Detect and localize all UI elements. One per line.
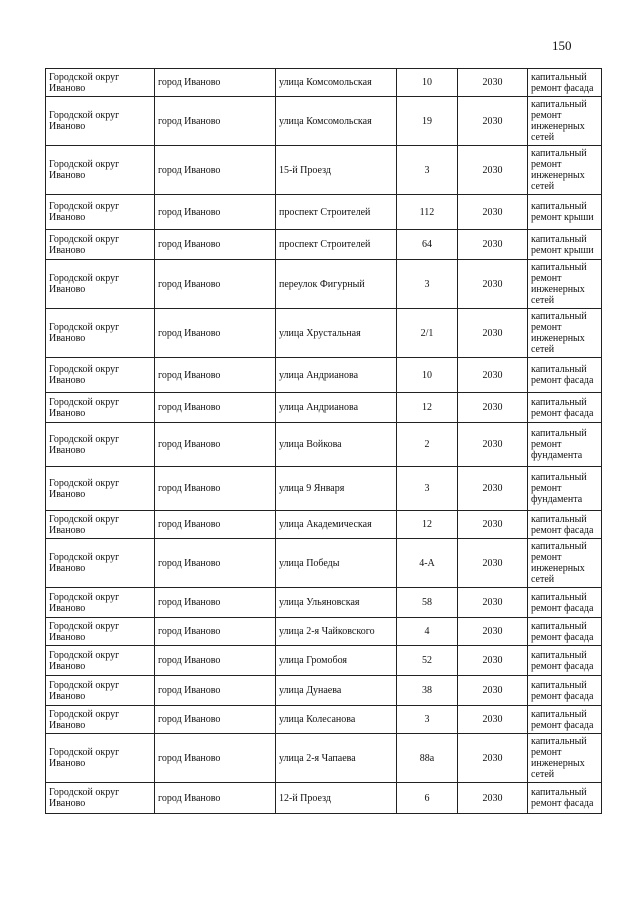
work-type-cell: капитальный ремонт крыши [528, 195, 602, 230]
table-row [46, 783, 602, 814]
city-cell: город Иваново [155, 393, 276, 423]
repair-registry-table [45, 68, 602, 814]
city-cell: город Иваново [155, 646, 276, 676]
table-row [46, 423, 602, 467]
district-cell: Городской округ Иваново [46, 69, 155, 97]
year-cell: 2030 [458, 783, 528, 814]
work-type-cell: капитальный ремонт фасада [528, 511, 602, 539]
table-row [46, 69, 602, 97]
street-cell: переулок Фигурный [276, 260, 397, 309]
year-cell: 2030 [458, 230, 528, 260]
street-cell: улица Андрианова [276, 393, 397, 423]
house-number-cell: 52 [397, 646, 458, 676]
table-row [46, 97, 602, 146]
street-cell: улица Громобоя [276, 646, 397, 676]
city-cell: город Иваново [155, 676, 276, 706]
street-cell: улица 2-я Чайковского [276, 618, 397, 646]
table-row [46, 260, 602, 309]
year-cell: 2030 [458, 734, 528, 783]
district-cell: Городской округ Иваново [46, 260, 155, 309]
district-cell: Городской округ Иваново [46, 511, 155, 539]
street-cell: 12-й Проезд [276, 783, 397, 814]
house-number-cell: 10 [397, 358, 458, 393]
house-number-cell: 3 [397, 260, 458, 309]
street-cell: улица Войкова [276, 423, 397, 467]
city-cell: город Иваново [155, 783, 276, 814]
table-row [46, 676, 602, 706]
table-row [46, 618, 602, 646]
work-type-cell: капитальный ремонт фасада [528, 706, 602, 734]
year-cell: 2030 [458, 358, 528, 393]
city-cell: город Иваново [155, 260, 276, 309]
district-cell: Городской округ Иваново [46, 146, 155, 195]
table-row [46, 195, 602, 230]
year-cell: 2030 [458, 309, 528, 358]
work-type-cell: капитальный ремонт фундамента [528, 467, 602, 511]
work-type-cell: капитальный ремонт инженерных сетей [528, 146, 602, 195]
street-cell: улица Академическая [276, 511, 397, 539]
year-cell: 2030 [458, 423, 528, 467]
year-cell: 2030 [458, 393, 528, 423]
house-number-cell: 64 [397, 230, 458, 260]
table-row [46, 146, 602, 195]
house-number-cell: 10 [397, 69, 458, 97]
district-cell: Городской округ Иваново [46, 588, 155, 618]
work-type-cell: капитальный ремонт инженерных сетей [528, 539, 602, 588]
city-cell: город Иваново [155, 309, 276, 358]
table-row [46, 734, 602, 783]
city-cell: город Иваново [155, 230, 276, 260]
city-cell: город Иваново [155, 146, 276, 195]
year-cell: 2030 [458, 646, 528, 676]
street-cell: улица Дунаева [276, 676, 397, 706]
year-cell: 2030 [458, 146, 528, 195]
work-type-cell: капитальный ремонт фасада [528, 358, 602, 393]
district-cell: Городской округ Иваново [46, 358, 155, 393]
district-cell: Городской округ Иваново [46, 467, 155, 511]
table-row [46, 588, 602, 618]
street-cell: улица Хрустальная [276, 309, 397, 358]
street-cell: улица Андрианова [276, 358, 397, 393]
table-row [46, 358, 602, 393]
house-number-cell: 4 [397, 618, 458, 646]
city-cell: город Иваново [155, 467, 276, 511]
district-cell: Городской округ Иваново [46, 783, 155, 814]
year-cell: 2030 [458, 195, 528, 230]
house-number-cell: 2 [397, 423, 458, 467]
table-row [46, 539, 602, 588]
table-row [46, 467, 602, 511]
street-cell: улица Ульяновская [276, 588, 397, 618]
table-row [46, 230, 602, 260]
street-cell: улица 9 Января [276, 467, 397, 511]
year-cell: 2030 [458, 97, 528, 146]
house-number-cell: 4-А [397, 539, 458, 588]
city-cell: город Иваново [155, 511, 276, 539]
year-cell: 2030 [458, 618, 528, 646]
city-cell: город Иваново [155, 358, 276, 393]
district-cell: Городской округ Иваново [46, 734, 155, 783]
work-type-cell: капитальный ремонт фасада [528, 676, 602, 706]
district-cell: Городской округ Иваново [46, 97, 155, 146]
work-type-cell: капитальный ремонт фасада [528, 618, 602, 646]
work-type-cell: капитальный ремонт фундамента [528, 423, 602, 467]
district-cell: Городской округ Иваново [46, 539, 155, 588]
city-cell: город Иваново [155, 706, 276, 734]
work-type-cell: капитальный ремонт инженерных сетей [528, 734, 602, 783]
work-type-cell: капитальный ремонт фасада [528, 69, 602, 97]
work-type-cell: капитальный ремонт инженерных сетей [528, 97, 602, 146]
district-cell: Городской округ Иваново [46, 195, 155, 230]
city-cell: город Иваново [155, 195, 276, 230]
house-number-cell: 3 [397, 467, 458, 511]
house-number-cell: 2/1 [397, 309, 458, 358]
work-type-cell: капитальный ремонт фасада [528, 646, 602, 676]
work-type-cell: капитальный ремонт фасада [528, 393, 602, 423]
street-cell: улица Победы [276, 539, 397, 588]
district-cell: Городской округ Иваново [46, 676, 155, 706]
work-type-cell: капитальный ремонт крыши [528, 230, 602, 260]
table-row [46, 309, 602, 358]
year-cell: 2030 [458, 260, 528, 309]
year-cell: 2030 [458, 588, 528, 618]
year-cell: 2030 [458, 539, 528, 588]
table-row [46, 511, 602, 539]
house-number-cell: 12 [397, 393, 458, 423]
year-cell: 2030 [458, 511, 528, 539]
city-cell: город Иваново [155, 588, 276, 618]
house-number-cell: 3 [397, 706, 458, 734]
city-cell: город Иваново [155, 423, 276, 467]
street-cell: улица 2-я Чапаева [276, 734, 397, 783]
district-cell: Городской округ Иваново [46, 423, 155, 467]
house-number-cell: 6 [397, 783, 458, 814]
house-number-cell: 3 [397, 146, 458, 195]
work-type-cell: капитальный ремонт инженерных сетей [528, 260, 602, 309]
house-number-cell: 38 [397, 676, 458, 706]
street-cell: 15-й Проезд [276, 146, 397, 195]
street-cell: улица Комсомольская [276, 69, 397, 97]
year-cell: 2030 [458, 706, 528, 734]
district-cell: Городской округ Иваново [46, 618, 155, 646]
street-cell: проспект Строителей [276, 230, 397, 260]
house-number-cell: 58 [397, 588, 458, 618]
work-type-cell: капитальный ремонт инженерных сетей [528, 309, 602, 358]
city-cell: город Иваново [155, 734, 276, 783]
house-number-cell: 19 [397, 97, 458, 146]
house-number-cell: 88а [397, 734, 458, 783]
table-row [46, 646, 602, 676]
work-type-cell: капитальный ремонт фасада [528, 783, 602, 814]
city-cell: город Иваново [155, 97, 276, 146]
table-row [46, 706, 602, 734]
street-cell: проспект Строителей [276, 195, 397, 230]
city-cell: город Иваново [155, 69, 276, 97]
district-cell: Городской округ Иваново [46, 393, 155, 423]
work-type-cell: капитальный ремонт фасада [528, 588, 602, 618]
city-cell: город Иваново [155, 618, 276, 646]
year-cell: 2030 [458, 676, 528, 706]
page-number: 150 [552, 38, 572, 53]
street-cell: улица Комсомольская [276, 97, 397, 146]
house-number-cell: 112 [397, 195, 458, 230]
year-cell: 2030 [458, 467, 528, 511]
house-number-cell: 12 [397, 511, 458, 539]
district-cell: Городской округ Иваново [46, 706, 155, 734]
city-cell: город Иваново [155, 539, 276, 588]
table-row [46, 393, 602, 423]
district-cell: Городской округ Иваново [46, 309, 155, 358]
district-cell: Городской округ Иваново [46, 230, 155, 260]
street-cell: улица Колесанова [276, 706, 397, 734]
year-cell: 2030 [458, 69, 528, 97]
district-cell: Городской округ Иваново [46, 646, 155, 676]
